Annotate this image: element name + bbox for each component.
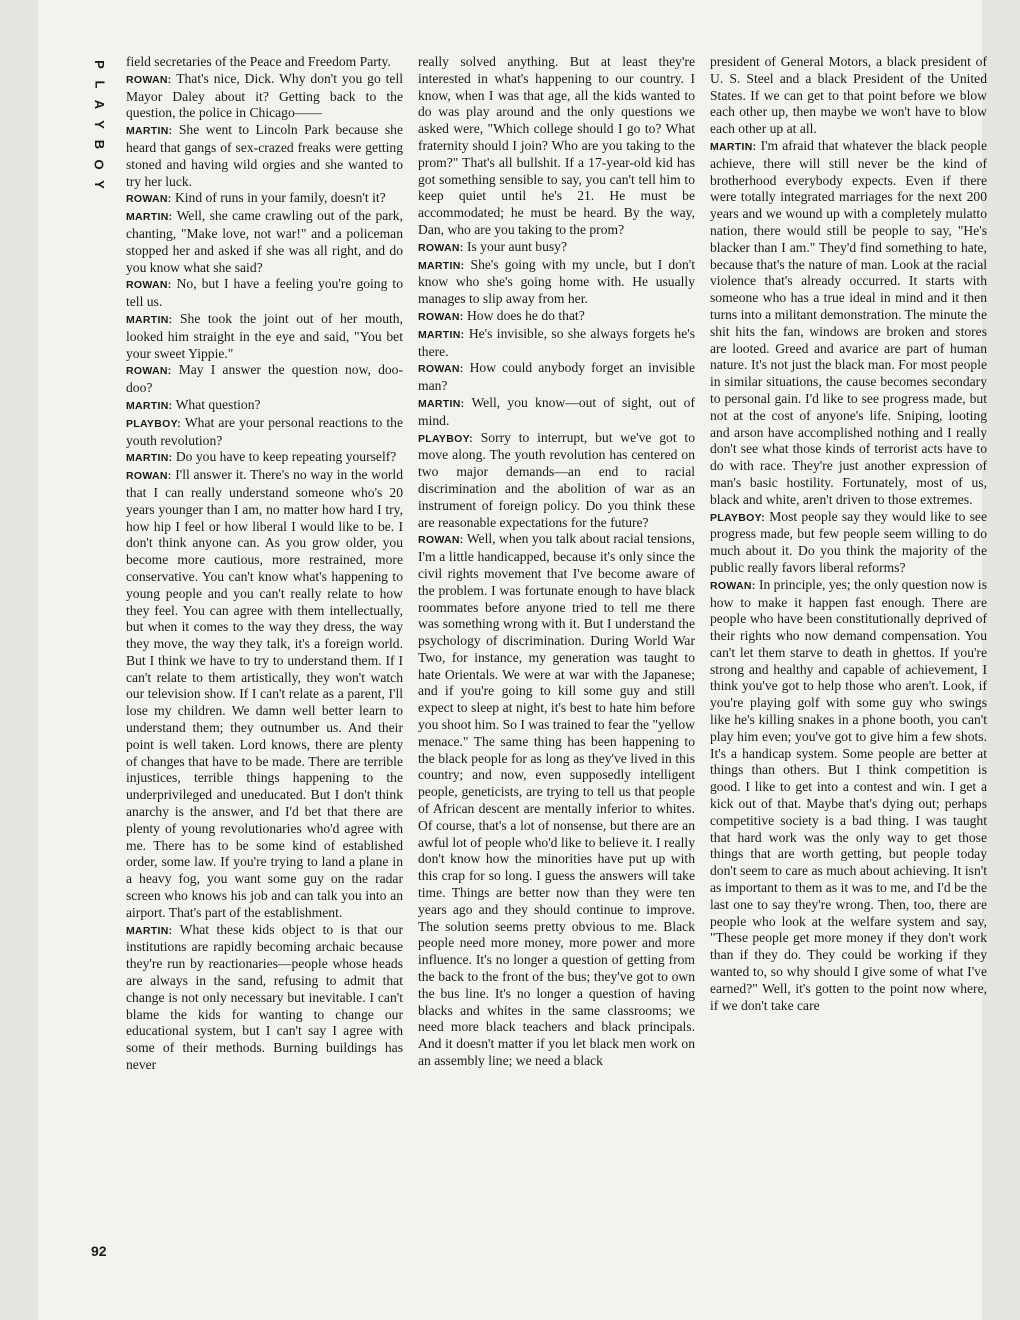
text-column-3 xyxy=(710,54,987,1014)
paragraph-text: That's nice, Dick. Why don't you go tell Mayor Daley about it? Getting back to the question, the police in Chicago—— xyxy=(126,70,403,121)
speaker-label: PLAYBOY: xyxy=(418,432,473,445)
speaker-label: MARTIN: xyxy=(126,125,173,138)
interview-paragraph xyxy=(126,311,403,362)
paragraph-text: She took the joint out of her mouth, looked him straight in the eye and said, "You bet your sweet Yippie." xyxy=(126,310,403,361)
interview-paragraph xyxy=(418,257,695,308)
interview-paragraph xyxy=(126,449,403,467)
interview-paragraph xyxy=(418,54,695,239)
paragraph-text: What question? xyxy=(175,396,261,412)
masthead-letter: L xyxy=(91,80,107,90)
speaker-label: ROWAN: xyxy=(418,241,464,254)
speaker-label: PLAYBOY: xyxy=(126,417,181,430)
speaker-label: ROWAN: xyxy=(710,579,756,592)
masthead-letter: P xyxy=(91,60,107,70)
text-column-1 xyxy=(126,54,403,1074)
speaker-label: ROWAN: xyxy=(126,73,172,86)
interview-paragraph xyxy=(418,239,695,257)
interview-paragraph xyxy=(126,190,403,208)
paragraph-text: Do you have to keep repeating yourself? xyxy=(175,449,397,465)
speaker-label: ROWAN: xyxy=(418,534,464,547)
paragraph-text: president of General Motors, a black president of U. S. Steel and a black President of the United States. If we can get to that point before we blow each other up, then maybe we won't have to blow each other up at all. xyxy=(710,54,987,137)
paragraph-text: Most people say they would like to see progress made, but few people seem willing to do much about it. Do you think the majority of the public really favors liberal reforms? xyxy=(710,508,987,575)
paragraph-text: How does he do that? xyxy=(466,307,585,323)
paragraph-text: What are your personal reactions to the youth revolution? xyxy=(126,414,404,448)
magazine-page xyxy=(38,0,987,1320)
paragraph-text: really solved anything. But at least they're interested in what's happening to our country. I know, when I was that age, all the kids wanted to do was play around and the only questions we asked were, "Which college should I go to? What fraternity should I join? Who are you taking to the prom?" That's all bullshit. If a 17-year-old kid has got something sensible to say, you can't tell him to keep quiet until he's 21. He must be accommodated; he must be heard. By the way, Dan, who are you taking to the prom? xyxy=(418,54,695,237)
speaker-label: ROWAN: xyxy=(126,279,172,292)
paragraph-text: Sorry to interrupt, but we've got to move along. The youth revolution has centered on two major demands—an end to racial discrimination and the abolition of war as an instrument of foreign policy. Do you think these are reasonable expectations for the future? xyxy=(418,429,695,530)
speaker-label: MARTIN: xyxy=(418,259,465,272)
page-number: 92 xyxy=(91,1243,107,1259)
interview-paragraph xyxy=(126,362,403,397)
interview-paragraph xyxy=(126,208,403,276)
speaker-label: ROWAN: xyxy=(126,193,172,206)
speaker-label: MARTIN: xyxy=(126,399,173,412)
paragraph-text: How could anybody forget an invisible man? xyxy=(418,360,695,394)
speaker-label: MARTIN: xyxy=(126,452,173,465)
interview-paragraph xyxy=(418,326,695,361)
speaker-label: ROWAN: xyxy=(418,363,464,376)
speaker-label: MARTIN: xyxy=(418,397,465,410)
interview-paragraph xyxy=(126,415,403,450)
paragraph-text: She went to Lincoln Park because she heard that gangs of sex-crazed freaks were getting stoned and having wild orgies and she wanted to try her luck. xyxy=(126,122,403,189)
paragraph-text: He's invisible, so she always forgets he's there. xyxy=(418,325,695,359)
speaker-label: MARTIN: xyxy=(418,328,465,341)
paragraph-text: Well, you know—out of sight, out of mind. xyxy=(418,394,695,428)
text-column-2 xyxy=(418,54,695,1070)
speaker-label: MARTIN: xyxy=(126,313,173,326)
interview-paragraph xyxy=(126,54,403,71)
interview-paragraph xyxy=(126,922,403,1074)
paragraph-text: Kind of runs in your family, doesn't it? xyxy=(174,190,386,206)
paragraph-text: Well, when you talk about racial tensions, I'm a little handicapped, because it's only since the civil rights movement that I've become aware of the problem. I was fortunate enough to have black roommates before anyone tried to tell me there was something wrong with it. But I understand the psychology of discrimination. During World War Two, for instance, my generation was taught to hate Orientals. We were at war with the Japanese; and if you're going to kill some guy and still expect to sleep at night, it's best to hate him before you shoot him. So I was trained to fear the "yellow menace." The same thing has been happening to the black people for as long as they've lived in this country; and now, even supposedly intelligent people, geneticists, are trying to tell us that people of African descent are mentally inferior to whites. Of course, that's a lot of nonsense, but there are an awful lot of people who'd like to believe it. I really don't know how the minorities have put up with this crap for so long. I guess the answers will take time. Things are better now than they were ten years ago and they should continue to improve. The solution seems pretty obvious to me. Black people need more money, more power and more influence. It's no longer a question of getting from the back to the front of the bus; they've got to own the bus line. It's no longer a question of having blacks and whites in the same classrooms; we need more black teachers and black principals. And it doesn't matter if you let black men work on an assembly line; we need a black xyxy=(418,531,695,1069)
paragraph-text: I'm afraid that whatever the black people achieve, there will still never be the kind of brotherhood everybody expects. Even if there were totally integrated marriages for the next 200 years and we wound up with a completely mulatto nation, there would still be people to say, "He's blacker than I am." They'd find something to hate, because that's the nature of man. Look at the racial violence that's already occurred. It starts with someone who has a true ideal in mind and it then turns into a militant demonstration. The minute the shit hits the fan, windows are broken and stores are looted. Greed and avarice are part of human nature. It's not just the black man. For most people in similar situations, the cause becomes secondary to personal gain. I'd like to see progress made, but not at the cost of anyone's life. Sniping, looting and arson have accomplished nothing and I really don't see what those kinds of terrorist acts have to do with race. They're just another expression of man's basic hostility. Fortunately, most of us, black and white, aren't driven to those extremes. xyxy=(710,137,987,507)
speaker-label: PLAYBOY: xyxy=(710,511,765,524)
interview-paragraph xyxy=(710,54,987,138)
speaker-label: MARTIN: xyxy=(126,211,173,224)
interview-paragraph xyxy=(418,531,695,1070)
masthead-letter: Y xyxy=(91,180,107,190)
paragraph-text: Is your aunt busy? xyxy=(466,238,568,254)
speaker-label: ROWAN: xyxy=(418,310,464,323)
speaker-label: MARTIN: xyxy=(126,924,173,937)
interview-paragraph xyxy=(126,276,403,311)
interview-paragraph xyxy=(418,308,695,326)
interview-paragraph xyxy=(418,360,695,395)
paragraph-text: No, but I have a feeling you're going to tell us. xyxy=(126,276,403,310)
masthead-letter: O xyxy=(92,159,107,171)
speaker-label: ROWAN: xyxy=(126,470,172,483)
interview-paragraph xyxy=(126,397,403,415)
paragraph-text: field secretaries of the Peace and Freedom Party. xyxy=(126,54,391,69)
speaker-label: ROWAN: xyxy=(126,365,172,378)
masthead xyxy=(88,55,110,195)
interview-paragraph xyxy=(418,395,695,430)
paragraph-text: May I answer the question now, doo-doo? xyxy=(126,362,403,396)
interview-paragraph xyxy=(126,122,403,190)
masthead-letter: A xyxy=(91,99,107,111)
interview-paragraph xyxy=(418,430,695,532)
paragraph-text: She's going with my uncle, but I don't know who she's going home with. He usually manages to slip away from her. xyxy=(418,256,695,307)
interview-paragraph xyxy=(126,467,403,922)
masthead-letter: Y xyxy=(91,120,107,130)
interview-paragraph xyxy=(710,509,987,577)
paragraph-text: What these kids object to is that our institutions are rapidly becoming archaic because they're run by reactionaries—people whose heads are always in the sand, refusing to admit that change is not only necessary but inevitable. I can't blame the kids for wanting to change our educational system, but I can't say I agree with some of their methods. Burning buildings has never xyxy=(126,921,403,1073)
paragraph-text: Well, she came crawling out of the park, chanting, "Make love, not war!" and a policeman stopped her and asked if she was all right, and do you know what she said? xyxy=(126,208,403,275)
interview-paragraph xyxy=(710,138,987,509)
interview-paragraph xyxy=(710,577,987,1015)
paragraph-text: In principle, yes; the only question now is how to make it happen fast enough. There are people who have been constitutionally deprived of their rights who now demand compensation. You can't let them starve to death in ghettos. If you're strong and healthy and capable of achievement, I think you've got to help those who aren't. Look, if you're playing golf with some guy who swings like he's killing snakes in a phone booth, you can't play him even; you've got to give him a few shots. It's a handicap system. Some people are better at things than others. But I think competition is good. I like to get into a contest and win. I get a kick out of that. Maybe that's dying out; perhaps competitive society is a bad thing. I was taught that hard work was the only way to get those things that are worth getting, but people today don't seem to care as much about achieving. It isn't as important to them as it was to me, and I'd be the last one to say they're wrong. Then, too, there are people who look at the welfare system and say, "These people get more money if they don't work than if they do. They could be working if they wanted to, so why should I give some of what I've earned?" Well, it's gotten to the point now where, if we don't take care xyxy=(710,576,987,1013)
speaker-label: MARTIN: xyxy=(710,140,757,153)
masthead-letter: B xyxy=(91,139,107,151)
paragraph-text: I'll answer it. There's no way in the world that I can really understand someone who's 20 years younger than I am, no matter how hard I try, how hip I feel or how liberal I would like to be. I don't think anyone can. As you grow older, you become more cautious, more restrained, more conservative. You can't know what's happening to young people and you can't really relate to how they feel. You can agree with them intellectually, but when it comes to the way they dress, the way they move, the way they talk, it's a foreign world. But I think we have to try to understand them. If I can't relate to them artistically, they won't watch our television show. If I can't relate as a parent, I'll lose my children. We damn well better learn to understand them; they outnumber us. And their point is well taken. Lord knows, there are plenty of changes that have to be made. There are terrible injustices, terrible things happening to the underprivileged and uneducated. But I don't think anarchy is the answer, and I'd bet that there are plenty of young revolutionaries who'd agree with me. There has to be some kind of established order, some law. If you're trying to land a plane in a heavy fog, you want some guy on the radar screen who knows his job and can talk you into an airport. That's part of the establishment. xyxy=(126,467,403,920)
interview-paragraph xyxy=(126,71,403,122)
